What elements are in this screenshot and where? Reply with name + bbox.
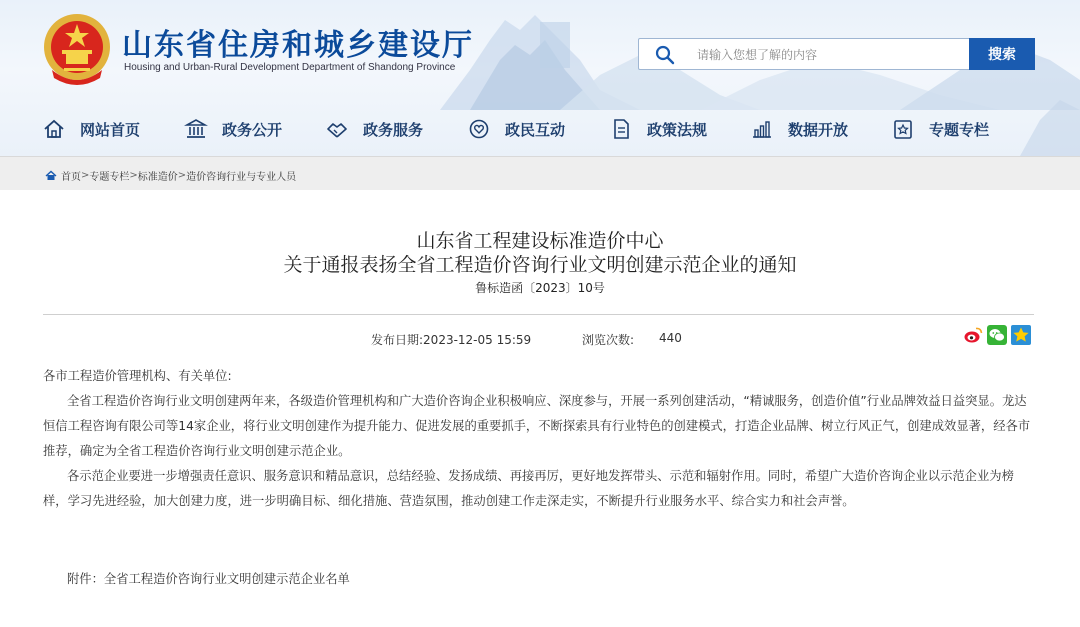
nav-item-government-affairs[interactable] <box>184 116 282 142</box>
attachment-link[interactable]: 附件：全省工程造价咨询行业文明创建示范企业名单 <box>67 572 350 586</box>
breadcrumb-separator: > <box>81 170 90 181</box>
national-emblem-logo <box>42 12 112 86</box>
policy-document-icon <box>609 117 633 141</box>
home-icon <box>45 170 57 181</box>
special-topic-icon <box>891 117 915 141</box>
site-subtitle: Housing and Urban-Rural Development Department of Shandong Province <box>124 62 456 73</box>
nav-item-label: 专题专栏 <box>929 120 990 139</box>
breadcrumb-separator: > <box>177 170 187 181</box>
nav-item-interaction[interactable] <box>467 116 565 142</box>
home-icon <box>42 117 66 141</box>
data-chart-icon <box>750 117 774 141</box>
government-building-icon <box>184 117 208 141</box>
nav-item-special-topics[interactable] <box>891 116 989 142</box>
search-button[interactable]: 搜索 <box>969 38 1035 70</box>
views-count: 440 <box>659 331 682 345</box>
article-body <box>43 364 1038 514</box>
breadcrumb-separator: > <box>129 170 138 181</box>
handshake-icon <box>325 117 349 141</box>
nav-item-label: 政民互动 <box>505 120 566 139</box>
article-title-issuer: 山东省工程建设标准造价中心 <box>416 230 664 252</box>
nav-item-open-data[interactable] <box>750 116 848 142</box>
publish-date: 发布日期:2023-12-05 15:59 <box>371 333 532 347</box>
search-box <box>638 38 970 70</box>
nav-item-label: 网站首页 <box>80 120 141 139</box>
breadcrumb-bar <box>0 156 1080 190</box>
document-number: 鲁标造函〔2023〕10号 <box>475 281 605 295</box>
article-paragraph-1: 全省工程造价咨询行业文明创建两年来，各级造价管理机构和广大造价咨询企业积极响应、深度参与，开展一系列创建活动，“精诚服务，创造价值”行业品牌效益日益突显。龙达恒信工程咨询有限公司等14家企业，将行业文明创建作为提升能力、促进发展的重要抓手，不断探索具有行业特色的创建模式，打造企业品牌、树立行风正气，创建成效显著，经各市推荐，确定为全省工程造价咨询行业文明创建示范企业。 <box>43 394 1031 458</box>
qzone-icon[interactable] <box>1011 325 1031 345</box>
weibo-icon[interactable] <box>963 325 983 345</box>
search-input[interactable] <box>697 44 957 66</box>
nav-item-label: 政策法规 <box>647 120 708 139</box>
nav-item-policies[interactable] <box>609 116 707 142</box>
nav-item-label: 政务公开 <box>222 120 283 139</box>
breadcrumb-link-special-topics[interactable]: 专题专栏 <box>89 172 130 183</box>
main-nav <box>0 106 1080 152</box>
article-title: 关于通报表扬全省工程造价咨询行业文明创建示范企业的通知 <box>283 254 797 276</box>
wechat-icon[interactable] <box>987 325 1007 345</box>
breadcrumb-link-home[interactable]: 首页 <box>61 172 81 183</box>
breadcrumb-link-cost-consulting[interactable]: 造价咨询行业与专业人员 <box>186 172 297 183</box>
breadcrumb <box>45 168 296 183</box>
nav-item-label: 政务服务 <box>363 120 424 139</box>
site-header <box>0 0 1080 156</box>
salutation: 各市工程造价管理机构、有关单位: <box>43 369 232 383</box>
article-paragraph-2: 各示范企业要进一步增强责任意识、服务意识和精品意识，总结经验、发扬成绩、再接再厉，更好地发挥带头、示范和辐射作用。同时，希望广大造价咨询企业以示范企业为榜样，学习先进经验，加大创建力度，进一步明确目标、细化措施、营造氛围，推动创建工作走深走实，不断提升行业服务水平、综合实力和社会声誉。 <box>43 469 1014 508</box>
divider <box>43 314 1034 315</box>
search-icon <box>655 45 675 65</box>
views-label: 浏览次数: <box>582 333 635 347</box>
site-title: 山东省住房和城乡建设厅 <box>122 28 474 63</box>
breadcrumb-link-standard-cost[interactable]: 标准造价 <box>137 172 178 183</box>
nav-item-label: 数据开放 <box>788 120 849 139</box>
nav-item-government-services[interactable] <box>325 116 423 142</box>
nav-item-home[interactable] <box>42 116 140 142</box>
interaction-icon <box>467 117 491 141</box>
